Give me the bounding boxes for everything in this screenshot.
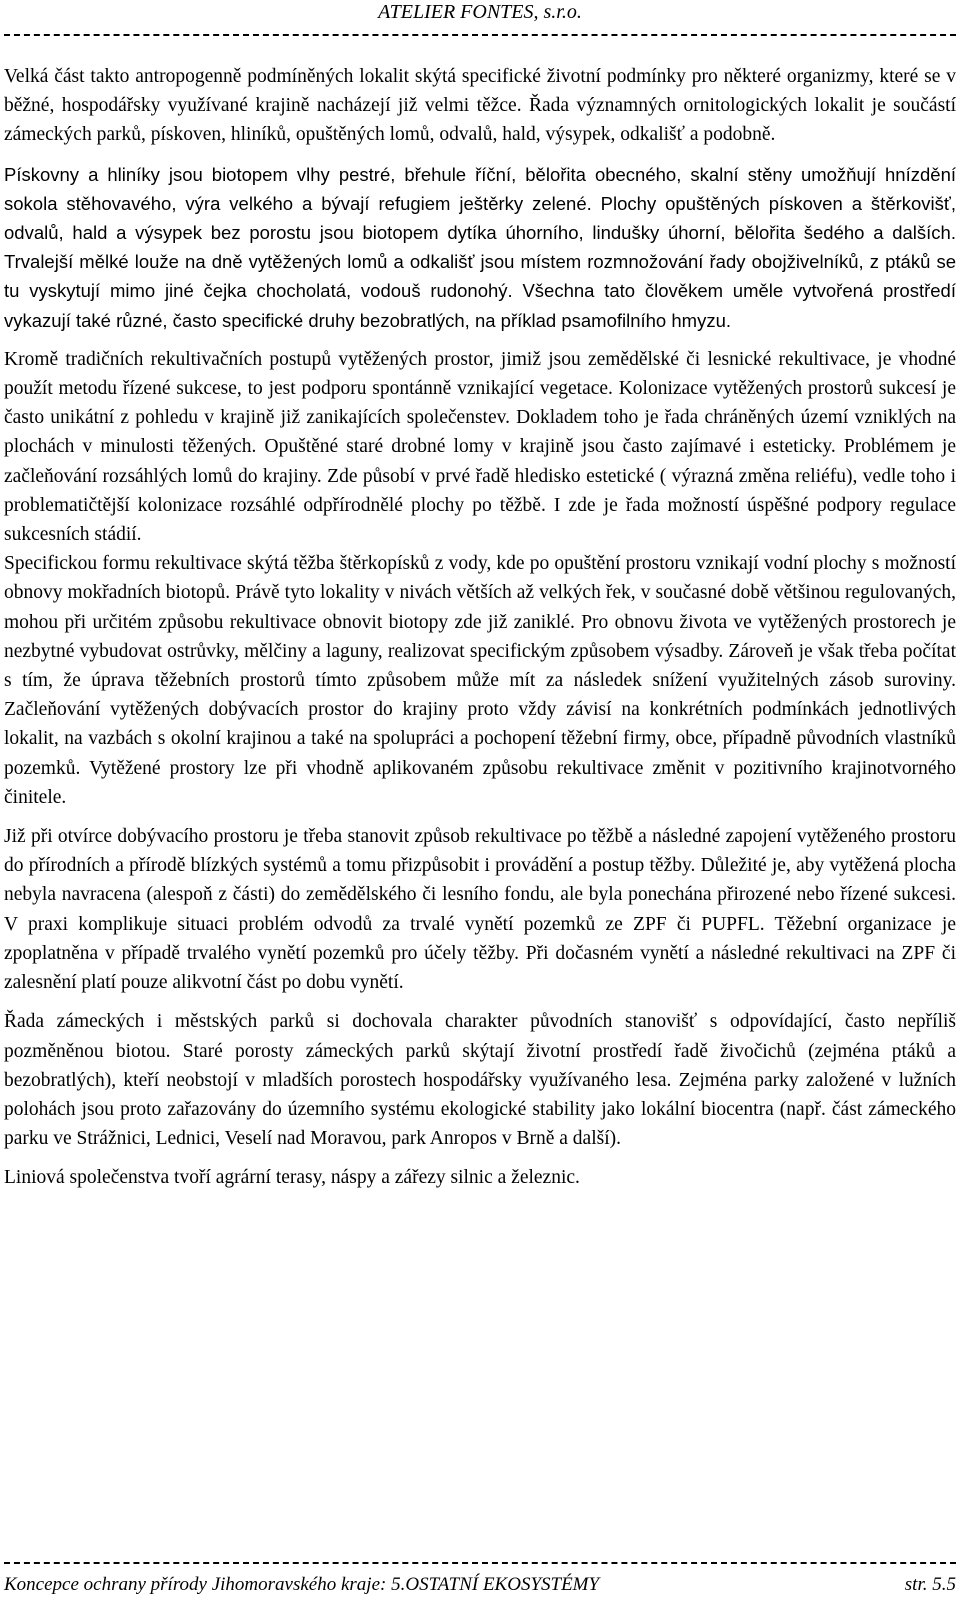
footer-divider xyxy=(4,1562,956,1564)
footer-document-title: Koncepce ochrany přírody Jihomoravského kraje: 5.OSTATNÍ EKOSYSTÉMY xyxy=(4,1574,600,1595)
paragraph-parks: Řada zámeckých i městských parků si dochovala charakter původních stanovišť s odpovídající, často nepříliš pozměněnou biotou. Staré porosty zámeckých parků skýtají životní prostředí řadě živočichů (zejména ptáků a bezobratlých), kteří neobstojí v mladších porostech hospodářsky využívaného lesa. Zejména parky založené v lužních polohách jsou proto zařazovány do územního systému ekologické stability jako lokální biocentra (např. část zámeckého parku ve Strážnici, Lednici, Veselí nad Moravou, park Anropos v Brně a další). xyxy=(4,1011,956,1150)
paragraph-linear-communities: Liniová společenstva tvoří agrární terasy, náspy a zářezy silnic a železnic. xyxy=(4,1167,580,1189)
paragraph-sand-pits: Pískovny a hliníky jsou biotopem vlhy pestré, břehule říční, bělořita obecného, skalní stěny umožňují hnízdění sokola stěhovavého, výra velkého a bývají refugiem ještěrky zelené. Plochy opuštěných pískoven a štěrkovišť, odvalů, hald a výsypek bez porostu jsou biotopem dytíka úhorního, lindušky úhorní, bělořita šedého a dalších. Trvalejší mělké louže na dně vytěžených lomů a odkališť jsou místem rozmnožování řady obojživelníků, z ptáků se tu vyskytují mimo jiné čejka chocholatá, vodouš rudonohý. Všechna tato člověkem uměle vytvořená prostředí vykazují také různé, často specifické druhy bezobratlých, na příklad psamofilního hmyzu. xyxy=(4,163,956,331)
paragraph-reclamation: Kromě tradičních rekultivačních postupů vytěžených prostor, jimiž jsou zemědělské či lesnické rekultivace, je vhodné použít metodu řízené sukcese, to jest podporu spontánně vznikající vegetace. Kolonizace vytěžených prostorů sukcesí je často unikátní z pohledu v krajině již zanikajících společenstev. Dokladem toho je řada chráněných území vzniklých na plochách v minulosti těžených. Opuštěné staré drobné lomy v krajině jsou často zajímavé i esteticky. Problémem je začleňování rozsáhlých lomů do krajiny. Zde působí v prvé řadě hledisko estetické ( výrazná změna reliéfu), vedle toho i problematičtější kolonizace rozsáhlé odpřírodnělé plochy po těžbě. I zde je řada možností úspěšné podpory regulace sukcesních stádií. xyxy=(4,348,956,546)
paragraph-anthropogenic-sites: Velká část takto antropogenně podmíněných lokalit skýtá specifické životní podmínky pro některé organizmy, které se v běžné, hospodářsky využívané krajině nacházejí již velmi těžce. Řada významných ornitologických lokalit je součástí zámeckých parků, pískoven, hliníků, opuštěných lomů, odvalů, hald, výsypek, odkališť a podobně. xyxy=(4,66,956,146)
page-footer xyxy=(4,1572,956,1598)
header-title: ATELIER FONTES, s.r.o. xyxy=(378,1,582,23)
paragraph-mining-opening: Již při otvírce dobývacího prostoru je třeba stanovit způsob rekultivace po těžbě a následné zapojení vytěženého prostoru do přírodních a přírodě blízkých systémů a tomu přizpůsobit i provádění a postup těžby. Důležité je, aby vytěžená plocha nebyla navracena (alespoň z části) do zemědělského či lesního fondu, ale byla ponechána přirozené nebo řízené sukcesi. V praxi komplikuje situaci problém odvodů za trvalé vynětí pozemků ze ZPF či PUPFL. Těžební organizace je zpoplatněna v případě trvalého vynětí pozemků pro účely těžby. Při dočasném vynětí a následné rekultivaci na ZPF či zalesnění platí pouze alikvotní část po dobu vynětí. xyxy=(4,826,956,994)
paragraph-gravel-extraction: Specifickou formu rekultivace skýtá těžba štěrkopísků z vody, kde po opuštění prostoru vznikají vodní plochy s možností obnovy mokřadních biotopů. Právě tyto lokality v nivách větších až velkých řek, v současné době většinou regulovaných, mohou při určitém způsobu rekultivace obnovit biotopy zde již zaniklé. Pro obnovu života ve vytěžených prostorech je nezbytné vybudovat ostrůvky, mělčiny a laguny, realizovat specifickým způsobem výsadby. Zároveň je však třeba počítat s tím, že úprava těžebních prostorů tímto způsobem může mít za následek snížení využitelných zásob suroviny. Začleňování vytěžených dobývacích prostor do krajiny proto vždy závisí na konkrétních podmínkách jednotlivých lokalit, na vazbách s okolní krajinou a také na spolupráci a pochopení těžební firmy, obce, případně původních vlastníků pozemků. Vytěžené prostory lze při vhodně aplikovaném způsobu rekultivace změnit v pozitivního krajinotvorného činitele. xyxy=(4,553,956,808)
body-text xyxy=(4,62,956,1203)
page-header xyxy=(0,0,960,24)
header-divider xyxy=(4,34,956,36)
footer-page-number: str. 5.5 xyxy=(904,1574,956,1595)
